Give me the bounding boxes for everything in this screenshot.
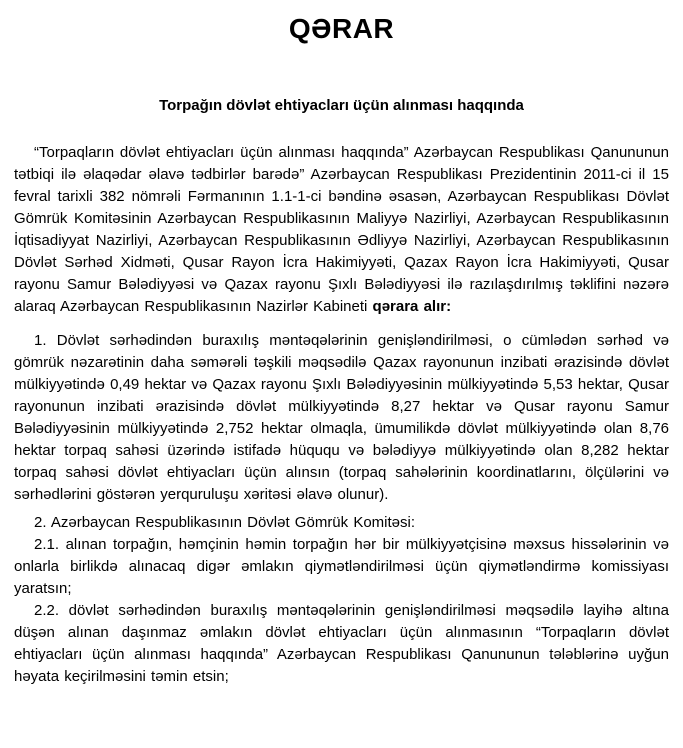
intro-decision-phrase: qərara alır: [372, 298, 452, 315]
intro-paragraph [14, 142, 669, 318]
document-title: QƏRAR [288, 13, 395, 44]
intro-text: “Torpaqların dövlət ehtiyacları üçün alınması haqqında” Azərbaycan Respublikası Qanununun tətbiqi ilə əlaqədar əlavə tədbirlər barədə” Azərbaycan Respublikası Prezidentinin 2011-ci il 15 fevral tarixli 382 nömrəli Fərmanının 1.1-1-ci bəndinə əsasən, Azərbaycan Respublikası Dövlət Gömrük Komitəsinin Azərbaycan Respublikasının Maliyyə Nazirliyi, Azərbaycan Respublikasının İqtisadiyyat Nazirliyi, Azərbaycan Respublikasının Ədliyyə Nazirliyi, Azərbaycan Respublikasının Dövlət Sərhəd Xidməti, Qusar Rayon İcra Hakimiyyəti, Qazax Rayon İcra Hakimiyyəti, Qusar rayonu Samur Bələdiyyəsi və Qazax rayonu Şıxlı Bələdiyyəsi ilə razılaşdırılmış təklifini nəzərə alaraq Azərbaycan Respublikasının Nazirlər Kabineti [14, 144, 669, 315]
point-2-heading: 2. Azərbaycan Respublikasının Dövlət Gömrük Komitəsi: [34, 514, 416, 531]
point-2-1-paragraph: 2.1. alınan torpağın, həmçinin həmin torpağın hər bir mülkiyyətçisinə məxsus hissələrinin və onlarla birlikdə alınacaq digər əmlakın qiymətləndirilməsi üçün qiymətləndirmə komissiyası yaratsın; [14, 536, 669, 597]
point-1-paragraph: 1. Dövlət sərhədindən buraxılış məntəqələrinin genişləndirilməsi, o cümlədən sərhəd və gömrük nəzarətinin daha səmərəli təşkili məqsədilə Qazax rayonunun inzibati ərazisində dövlət mülkiyyətində 0,49 hektar və Qazax rayonu Şıxlı Bələdiyyəsinin mülkiyyətində 5,53 hektar, Qusar rayonunun inzibati ərazisində dövlət mülkiyyətində 8,27 hektar və Qusar rayonu Samur Bələdiyyəsinin mülkiyyətində 2,752 hektar olmaqla, ümumilikdə dövlət mülkiyyətində olan 8,76 hektar torpaq sahəsi üzərində istifadə hüququ və bələdiyyə mülkiyyətində olan 8,282 hektar torpaq sahəsi dövlət ehtiyacları üçün alınsın (torpaq sahələrinin koordinatlarını, ölçülərini və sərhədlərini göstərən yerquruluşu xəritəsi əlavə olunur). [14, 332, 669, 503]
point-2-2-paragraph: 2.2. dövlət sərhədindən buraxılış məntəqələrinin genişləndirilməsi məqsədilə layihə altına düşən alınan daşınmaz əmlakın dövlət ehtiyacları üçün alınmasının “Torpaqların dövlət ehtiyacları üçün alınması haqqında” Azərbaycan Respublikası Qanununun tələblərinə uyğun həyata keçirilməsini təmin etsin; [14, 602, 669, 685]
document-subtitle: Torpağın dövlət ehtiyacları üçün alınması haqqında [159, 97, 524, 114]
